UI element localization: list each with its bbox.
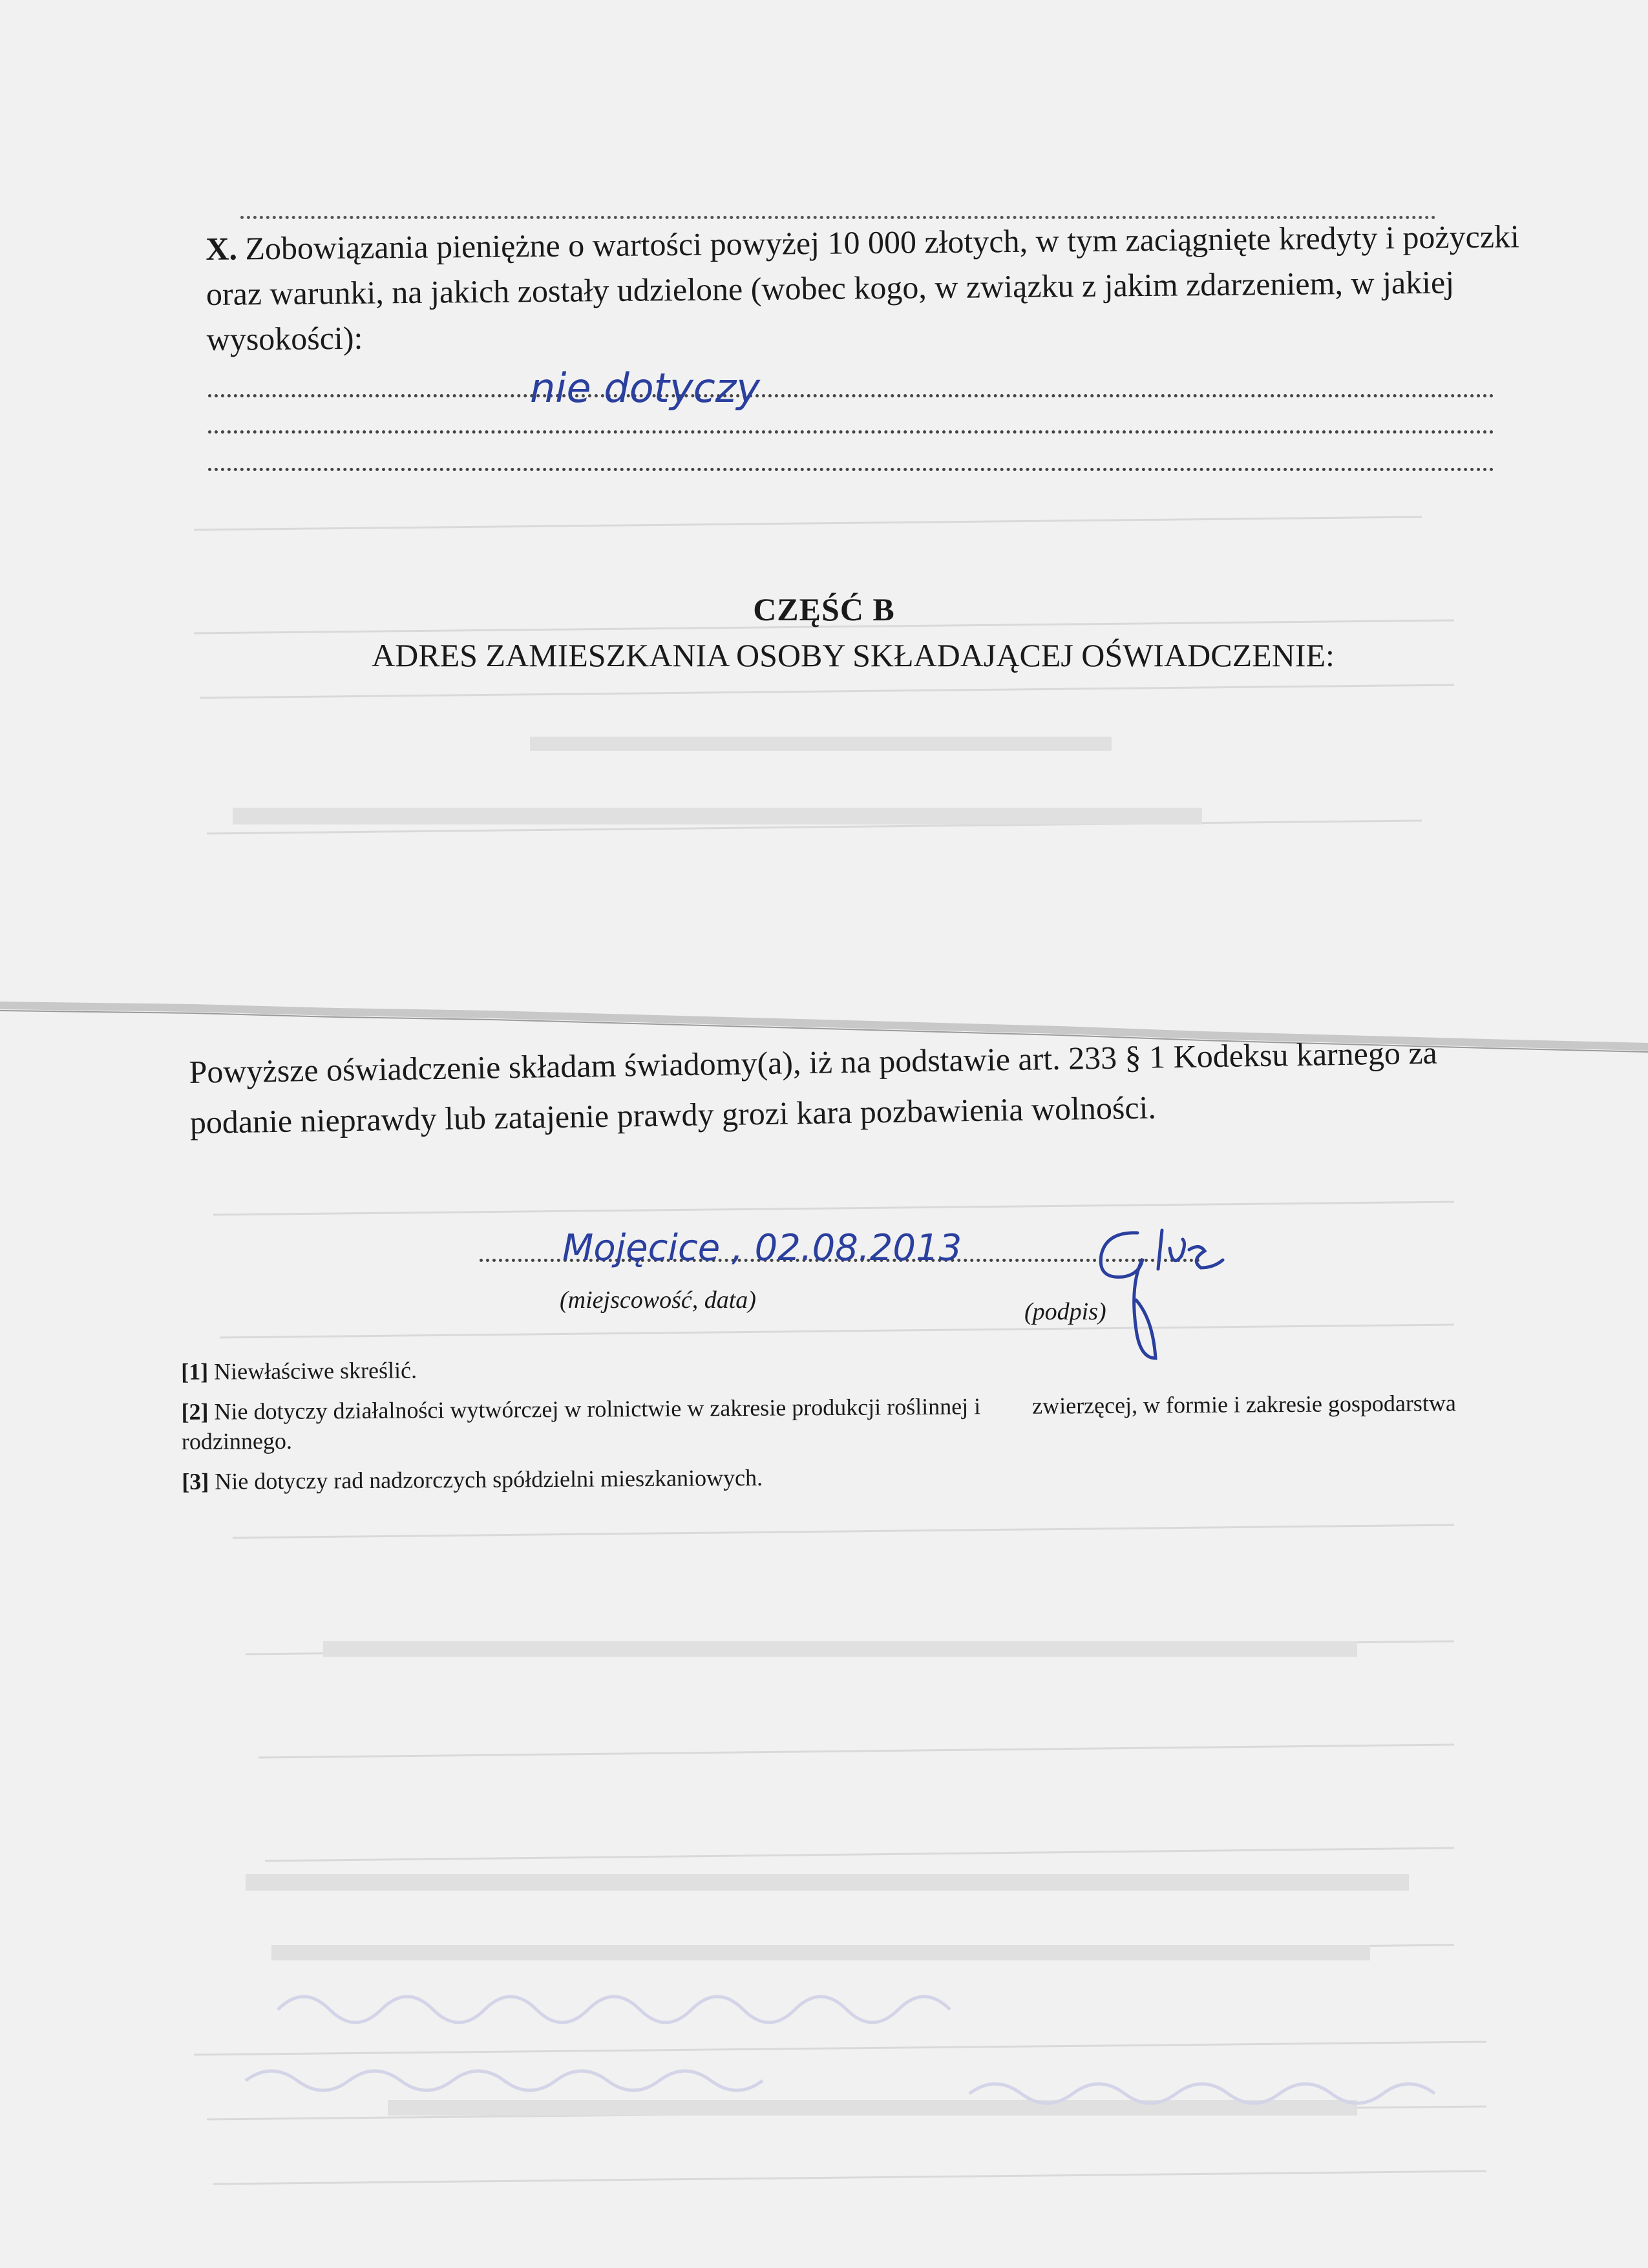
- footnote-2: [2] Nie dotyczy działalności wytwórczej w rolnictwie w zakresie produkcji roślinnej i zwierzęcej, w formie i zakresie gospodarstwa rodzinnego.: [181, 1390, 1456, 1454]
- answer-dotted-line-2: [208, 424, 1494, 434]
- handwritten-place-date: [556, 1215, 1137, 1286]
- footnote-3: [3] Nie dotyczy rad nadzorczych spółdzielni mieszkaniowych.: [182, 1464, 763, 1495]
- footnotes: [181, 1348, 1520, 1507]
- section-x-text: Zobowiązania pieniężne o wartości powyżej 10 000 złotych, w tym zaciągnięte kredyty i pożyczki oraz warunki, na jakich zostały udzielone (wobec kogo, w związku z jakim zdarzeniem, w jakiej wysokości):: [206, 218, 1520, 357]
- part-b-title: CZĘŚĆ B: [753, 591, 895, 627]
- part-b-subtitle: ADRES ZAMIESZKANIA OSOBY SKŁADAJĄCEJ OŚWIADCZENIE:: [372, 637, 1335, 673]
- handwritten-answer-text: nie dotyczy: [530, 364, 760, 412]
- legal-statement: Powyższe oświadczenie składam świadomy(a), iż na podstawie art. 233 § 1 Kodeksu karnego za podanie nieprawdy lub zatajenie prawdy grozi kara pozbawienia wolności.: [189, 1034, 1438, 1140]
- place-date-caption: (miejscowość, data): [560, 1286, 756, 1314]
- handwritten-place-date-text: Mojęcice , 02.08.2013: [562, 1227, 962, 1269]
- section-x-number: X.: [206, 230, 238, 267]
- answer-dotted-line-1: [208, 388, 1494, 397]
- signature-caption: (podpis): [1024, 1298, 1106, 1325]
- answer-dotted-line-3: [208, 461, 1494, 471]
- handwritten-signature: [1086, 1215, 1280, 1363]
- handwritten-answer: [517, 349, 840, 439]
- footnote-1: [1] Niewłaściwe skreślić.: [181, 1357, 417, 1385]
- section-x: [206, 213, 1525, 362]
